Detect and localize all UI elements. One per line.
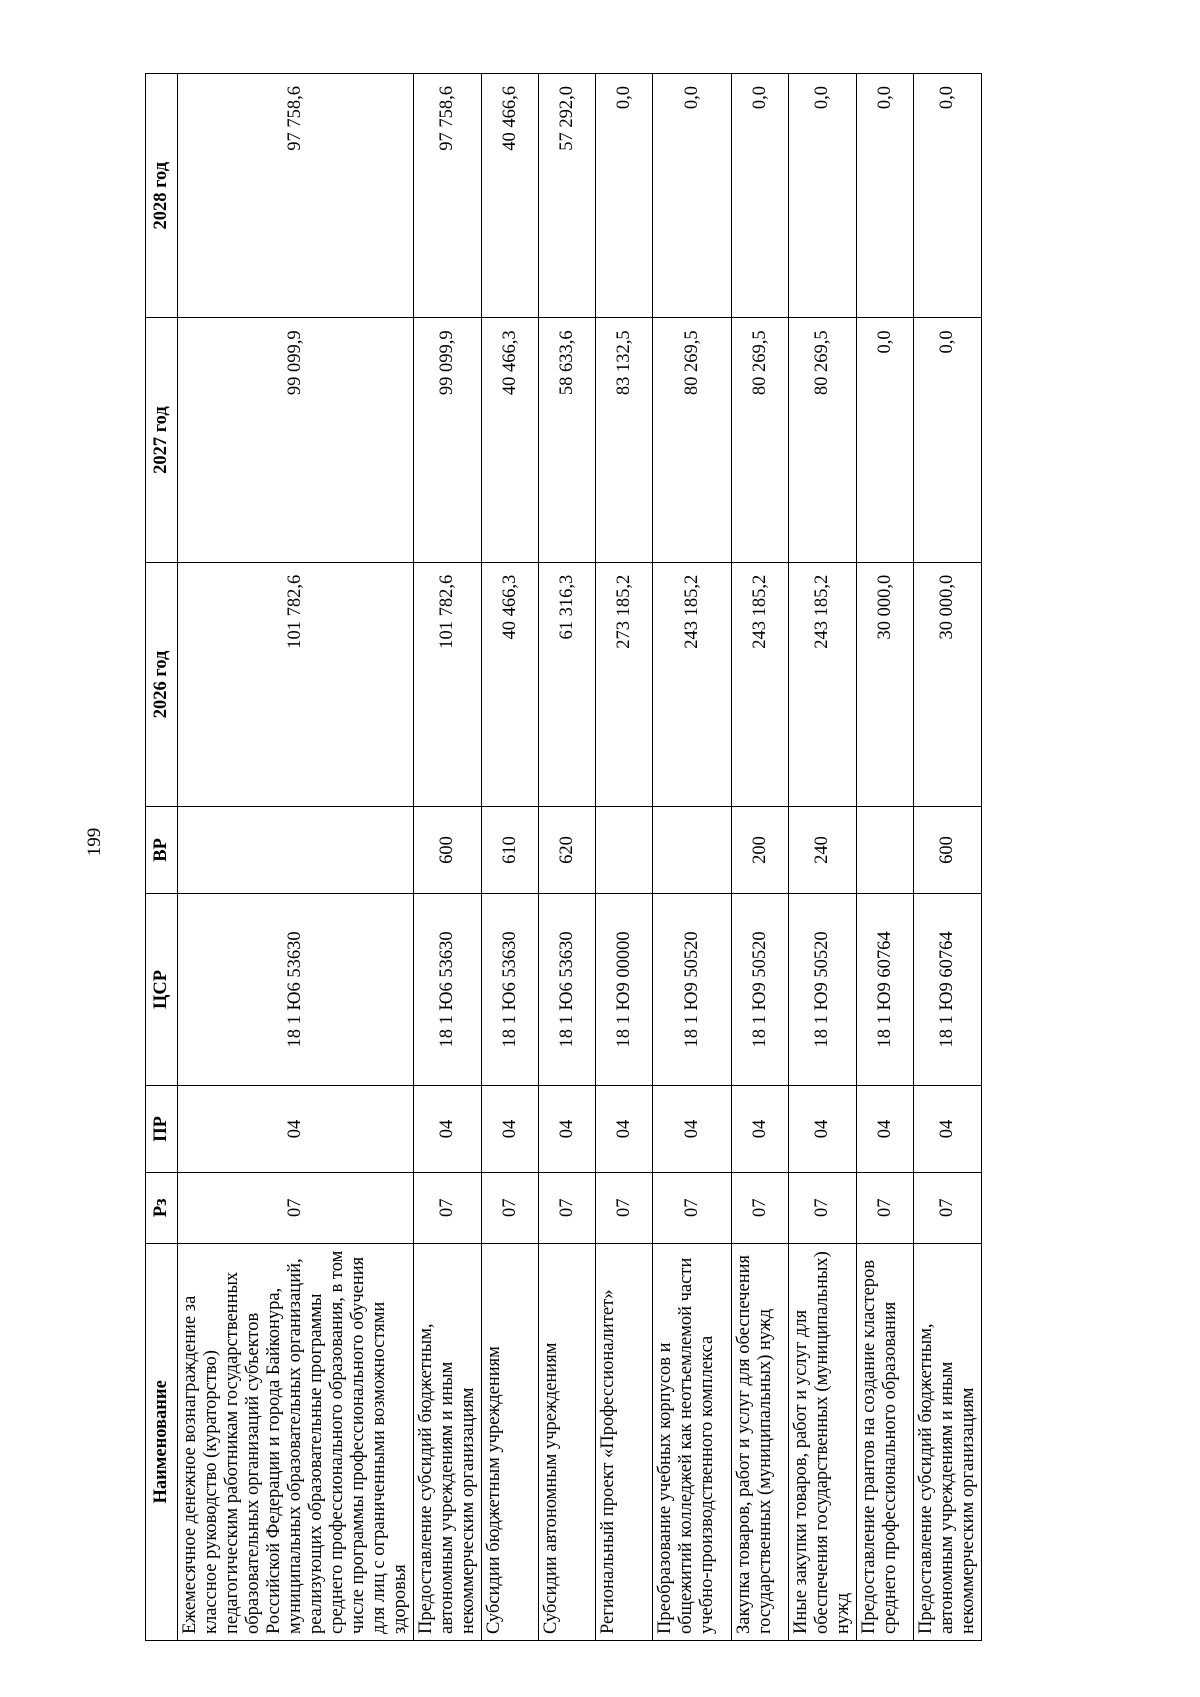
- page-number: 199: [84, 827, 105, 857]
- cell-rz: 07: [482, 1172, 539, 1243]
- cell-2027: 0,0: [914, 318, 982, 562]
- cell-2026: 61 316,3: [539, 562, 596, 806]
- cell-2028: 0,0: [653, 74, 732, 318]
- cell-name: Преобразование учебных корпусов и общежитий колледжей как неотъемлемой части учебно-производственного комплекса: [653, 1243, 732, 1640]
- cell-rz: 07: [857, 1172, 914, 1243]
- cell-vr: 240: [789, 807, 857, 894]
- cell-rz: 07: [789, 1172, 857, 1243]
- cell-name: Иные закупки товаров, работ и услуг для обеспечения государственных (муниципальных) нужд: [789, 1243, 857, 1640]
- cell-name: Предоставление грантов на создание кластеров среднего профессионального образования: [857, 1243, 914, 1640]
- cell-name: Субсидии бюджетным учреждениям: [482, 1243, 539, 1640]
- table-row: [482, 74, 539, 1641]
- cell-2026: 243 185,2: [653, 562, 732, 806]
- cell-pr: 04: [732, 1086, 789, 1173]
- table-row: [857, 74, 914, 1641]
- cell-csr: 18 1 Ю9 60764: [857, 893, 914, 1085]
- cell-2028: 0,0: [857, 74, 914, 318]
- cell-csr: 18 1 Ю6 53630: [539, 893, 596, 1085]
- cell-vr: 600: [414, 807, 482, 894]
- header-pr: ПР: [146, 1086, 178, 1173]
- cell-csr: 18 1 Ю9 00000: [596, 893, 653, 1085]
- cell-vr: 620: [539, 807, 596, 894]
- cell-pr: 04: [178, 1086, 414, 1173]
- rotated-table-container: [145, 73, 978, 1641]
- cell-name: Предоставление субсидий бюджетным, автономным учреждениям и иным некоммерческим организациям: [914, 1243, 982, 1640]
- cell-vr: 600: [914, 807, 982, 894]
- cell-pr: 04: [857, 1086, 914, 1173]
- cell-rz: 07: [653, 1172, 732, 1243]
- cell-2027: 80 269,5: [789, 318, 857, 562]
- cell-2028: 57 292,0: [539, 74, 596, 318]
- header-2026: 2026 год: [146, 562, 178, 806]
- cell-pr: 04: [914, 1086, 982, 1173]
- cell-pr: 04: [414, 1086, 482, 1173]
- table-row: [414, 74, 482, 1641]
- cell-pr: 04: [653, 1086, 732, 1173]
- cell-rz: 07: [596, 1172, 653, 1243]
- cell-2028: 0,0: [596, 74, 653, 318]
- cell-pr: 04: [596, 1086, 653, 1173]
- cell-2027: 99 099,9: [178, 318, 414, 562]
- header-2027: 2027 год: [146, 318, 178, 562]
- cell-2026: 273 185,2: [596, 562, 653, 806]
- cell-pr: 04: [789, 1086, 857, 1173]
- cell-csr: 18 1 Ю6 53630: [482, 893, 539, 1085]
- table-header-row: [146, 74, 178, 1641]
- cell-name: Ежемесячное денежное вознаграждение за классное руководство (кураторство) педагогическим работникам государственных образовательных организаций субъектов Российской Федерации и города Байконура, муниципальных образовательных организаций, реализующих образовательные программы среднего профессионального образования, в том числе программы профессионального обучения для лиц с ограниченными возможностями здоровья: [178, 1243, 414, 1640]
- cell-2027: 83 132,5: [596, 318, 653, 562]
- cell-csr: 18 1 Ю6 53630: [414, 893, 482, 1085]
- cell-2027: 40 466,3: [482, 318, 539, 562]
- header-csr: ЦСР: [146, 893, 178, 1085]
- cell-2028: 97 758,6: [414, 74, 482, 318]
- cell-2028: 97 758,6: [178, 74, 414, 318]
- table-row: [914, 74, 982, 1641]
- header-vr: ВР: [146, 807, 178, 894]
- cell-vr: [596, 807, 653, 894]
- cell-2028: 40 466,6: [482, 74, 539, 318]
- cell-vr: 610: [482, 807, 539, 894]
- cell-2026: 101 782,6: [414, 562, 482, 806]
- cell-2027: 99 099,9: [414, 318, 482, 562]
- cell-pr: 04: [539, 1086, 596, 1173]
- cell-vr: [178, 807, 414, 894]
- cell-2026: 101 782,6: [178, 562, 414, 806]
- cell-csr: 18 1 Ю9 50520: [789, 893, 857, 1085]
- cell-2027: 80 269,5: [653, 318, 732, 562]
- cell-vr: [653, 807, 732, 894]
- header-name: Наименование: [146, 1243, 178, 1640]
- cell-pr: 04: [482, 1086, 539, 1173]
- cell-2027: 80 269,5: [732, 318, 789, 562]
- cell-2028: 0,0: [914, 74, 982, 318]
- cell-2028: 0,0: [732, 74, 789, 318]
- header-2028: 2028 год: [146, 74, 178, 318]
- cell-rz: 07: [539, 1172, 596, 1243]
- cell-2027: 0,0: [857, 318, 914, 562]
- cell-2026: 243 185,2: [789, 562, 857, 806]
- budget-table: [145, 73, 982, 1641]
- cell-2027: 58 633,6: [539, 318, 596, 562]
- cell-2026: 30 000,0: [857, 562, 914, 806]
- cell-rz: 07: [914, 1172, 982, 1243]
- table-row: [653, 74, 732, 1641]
- cell-vr: [857, 807, 914, 894]
- cell-rz: 07: [414, 1172, 482, 1243]
- cell-csr: 18 1 Ю9 60764: [914, 893, 982, 1085]
- cell-csr: 18 1 Ю9 50520: [653, 893, 732, 1085]
- cell-csr: 18 1 Ю9 50520: [732, 893, 789, 1085]
- cell-csr: 18 1 Ю6 53630: [178, 893, 414, 1085]
- cell-vr: 200: [732, 807, 789, 894]
- cell-2026: 40 466,3: [482, 562, 539, 806]
- cell-rz: 07: [178, 1172, 414, 1243]
- cell-name: Региональный проект «Профессионалитет»: [596, 1243, 653, 1640]
- cell-rz: 07: [732, 1172, 789, 1243]
- cell-name: Предоставление субсидий бюджетным, автономным учреждениям и иным некоммерческим организациям: [414, 1243, 482, 1640]
- header-rz: Рз: [146, 1172, 178, 1243]
- table-row: [178, 74, 414, 1641]
- cell-2026: 243 185,2: [732, 562, 789, 806]
- cell-name: Закупка товаров, работ и услуг для обеспечения государственных (муниципальных) нужд: [732, 1243, 789, 1640]
- table-row: [539, 74, 596, 1641]
- cell-2026: 30 000,0: [914, 562, 982, 806]
- table-row: [732, 74, 789, 1641]
- cell-2028: 0,0: [789, 74, 857, 318]
- cell-name: Субсидии автономным учреждениям: [539, 1243, 596, 1640]
- table-row: [789, 74, 857, 1641]
- table-row: [596, 74, 653, 1641]
